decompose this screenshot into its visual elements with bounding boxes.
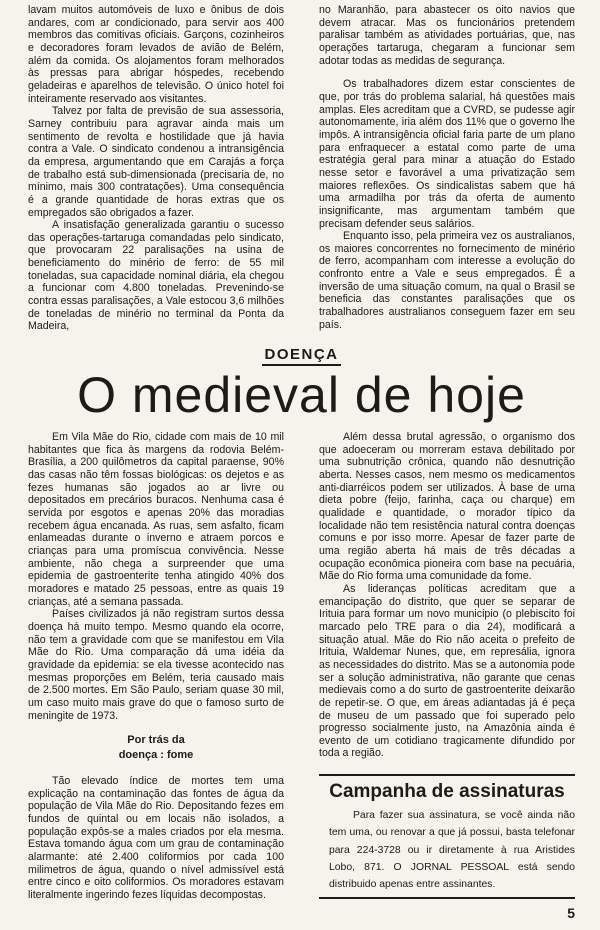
subheading-line: Por trás da — [127, 734, 185, 747]
paragraph: Enquanto isso, pela primeira vez os australianos, os maiores concorrentes no fornecimento de minério de ferro, acompanham com interesse a evolução do confronto entre a Vale e seus empregados. É a inversão de uma situação comum, na qual o Brasil se beneficia das constantes paralisações que os trabalhadores australianos conseguem fazer em seu país. — [319, 230, 575, 331]
page-number: 5 — [567, 904, 575, 921]
divider — [319, 897, 575, 899]
campaign-text — [319, 807, 575, 893]
subheading — [28, 733, 284, 763]
paragraph: Países civilizados já não registram surtos dessa doença há muito tempo. Mesmo quando ela ocorre, não tem a gravidade com que se manifestou em Vila Mãe do Rio. Uma comparação dá uma idéia da gravidade da epidemia: se ela tivesse acontecido nas mesmas proporções em Belém, teria causado mais de 2.500 mortes. Em São Paulo, seriam quase 30 mil, um caso muito mais grave do que o famoso surto de meningite de 1973. — [28, 608, 284, 722]
paragraph: Em Vila Mãe do Rio, cidade com mais de 10 mil habitantes que fica às margens da rodovia Belém-Brasília, a 200 quilômetros da capital paraense, 90% das casas não têm fossas biológicas: os dejetos e as fezes humanas são jogados ao ar livre ou depositados em precários buracos. Nenhuma casa é servida por esgotos e apenas 20% das moradias recebem água encanada. As ruas, sem asfalto, ficam enlameadas durante o inverno e atraem porcos e crianças para uma promíscua convivência. Nesse ambiente, não chega a surpreender que uma epidemia de gastroenterite tenha atingido 40% dos moradores e matado 25 pessoas, entre as quais 19 crianças, até a semana passada. — [28, 431, 284, 608]
section-label — [28, 345, 575, 365]
top-left-column — [28, 4, 284, 333]
article-title: O medieval de hoje — [77, 367, 526, 424]
paragraph: no Maranhão, para abastecer os oito navios que devem atracar. Mas os funcionários pretendem paralisar também as atividades portuárias, que, nas operações tartaruga, chegaram a funcionar sem adotar todas as medidas de segurança. — [319, 4, 575, 67]
section-label-text: DOENÇA — [262, 346, 340, 366]
article-right-column — [319, 431, 575, 899]
paragraph: lavam muitos automóveis de luxo e ônibus de dois andares, com ar condicionado, para servir aos 400 membros das comitivas oficiais. Garçons, cozinheiros e decoradores foram levados de avião de Belém, além da comida. Os alojamentos foram melhorados às pressas para abrigar hóspedes, recebendo geladeiras e aparelhos de televisão. O único hotel foi inteiramente reservado aos visitantes. — [28, 4, 284, 105]
divider — [319, 774, 575, 776]
top-right-column — [319, 4, 575, 331]
paragraph: Para fazer sua assinatura, se você ainda não tem uma, ou renovar a que já possui, basta telefonar para 224-3728 ou ir diretamente à rua Aristides Lobo, 871. O JORNAL PESSOAL está sendo distribuido apenas entre assinantes. — [329, 810, 575, 891]
paragraph: Talvez por falta de previsão de sua assessoria, Sarney contribuiu para agravar ainda mais um sentimento de revolta e hostilidade que já havia contra a Vale. O sindicato condenou a intransigência da empresa, argumentando que em Carajás a força de trabalho está sub-dimensionada (precisaria de, no mínimo, mais 300 contratações). Uma consequência é a grande quantidade de horas extras que os empregados são obrigados a fazer. — [28, 105, 284, 219]
paragraph: Além dessa brutal agressão, o organismo dos que adoeceram ou morreram estava debilitado por uma subnutrição crônica, quando não desnutrição aberta. Nesses casos, nem mesmo os medicamentos anti-diarréicos podem ser utilizados. À base de uma dieta pobre (feijo, farinha, caça ou charque) em qualidade e quantidade, o morador típico da localidade não tem resistência natural contra doenças comuns e por isso morre. Apesar de fazer parte de uma região aberta há mais de três décadas a ocupação econômica pioneira com base na pecuária, Mãe do Rio forma uma comunidade da fome. — [319, 431, 575, 583]
top-columns — [28, 4, 575, 333]
campaign-box — [319, 774, 575, 898]
subheading-line: doença : fome — [118, 749, 194, 762]
paragraph: Os trabalhadores dizem estar conscientes de que, por trás do problema salarial, há questões mais amplas. Eles acreditam que a CVRD, se pudesse agir autonomamente, iria além dos 11% que o governo lhe impôs. A intransigência oficial faria parte de um plano para enfraquecer a estatal como parte de uma estratégia geral para minar a atuação do Estado nesse setor e favorável a uma privatização sem maiores reflexões. Os sindicalistas sabem que há uma armadilha por trás da oferta de aumento insignificante, mas argumentam também que precisam defender seus salários. — [319, 78, 575, 230]
paragraph: Tão elevado índice de mortes tem uma explicação na contaminação das fontes de água da população de Vila Mãe do Rio. Depositando fezes em fundos de quintal ou em locais não isolados, a população expôs-se a males criados por ela mesma. Estava tomando água com um grau de contaminação alarmante: até 2.400 coliformios por cada 100 milimetros de água, quando o nível admissível está entre cinco e oito coliformios. Os moradores estavam literalmente ingerindo fezes líquidas decompostas. — [28, 775, 284, 902]
paragraph: A insatisfação generalizada garantiu o sucesso das operações-tartaruga comandadas pelo sindicato, que provocaram 22 paralisações na usina de beneficiamento do minério de ferro: de 55 mil toneladas, sua capacidade nominal diária, ela chegou a funcionar com 4.800 toneladas. Prevenindo-se contra essas paralisações, a Vale estocou 3,6 milhões de toneladas de minério no terminal da Ponta da Madeira, — [28, 219, 284, 333]
campaign-title: Campanha de assinaturas — [329, 781, 565, 803]
article-columns — [28, 431, 575, 902]
article-left-column — [28, 431, 284, 902]
paragraph: As lideranças políticas acreditam que a emancipação do distrito, que quer se separar de Irituia para formar um novo municipio (o plebiscito foi marcado pelo TRE para o dia 24), modificará a situação atual. Mãe do Rio não aceita o prefeito de Irituia, Waldemar Nunes, que, em represália, ignora as necessidades do distrito. Mas se a autonomia pode ser a solução administrativa, não garante que cenas medievais como a do surto de gastroenterite deixarão de repetir-se. O que, em áreas adiantadas já é peça de museu de um passado que foi superado pelo progresso socialmente justo, na Amazônia ainda é evento de um cotidiano tragicamente difundido por toda a região. — [319, 582, 575, 760]
